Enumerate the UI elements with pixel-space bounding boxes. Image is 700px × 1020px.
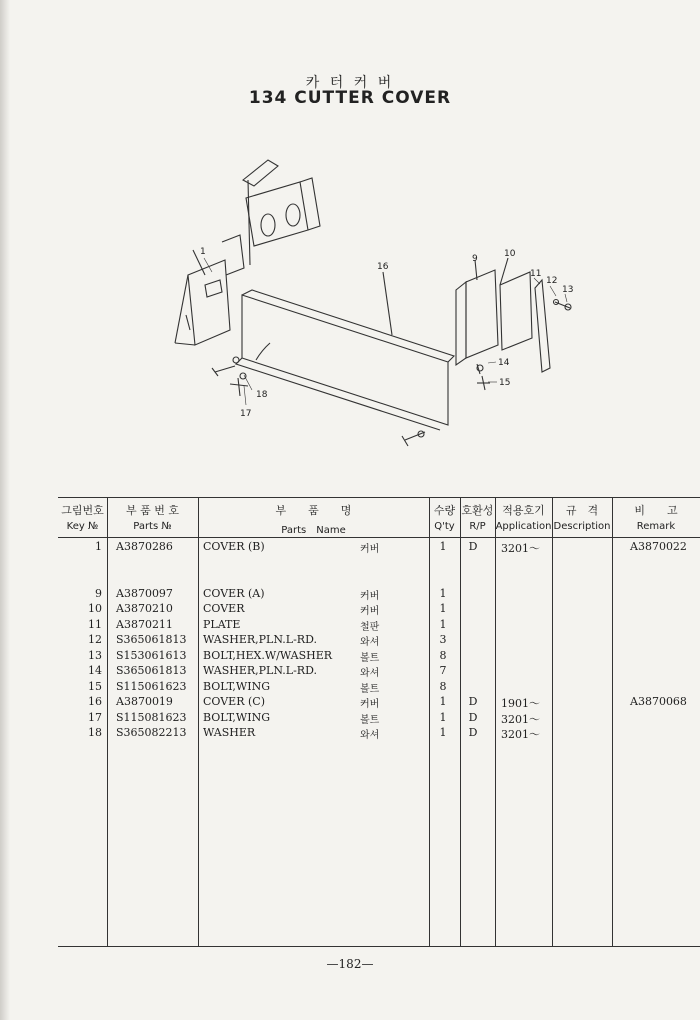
callout-9: 9 [472, 254, 478, 264]
row-part-name: PLATE [203, 617, 241, 631]
callout-14: 14 [498, 358, 510, 368]
row-remark: A3870022 [630, 540, 687, 553]
row-remark: A3870068 [630, 695, 687, 708]
row-part-name-ko: 와셔 [360, 730, 380, 741]
row-qty: 1 [439, 710, 447, 724]
row-key: 13 [88, 648, 102, 662]
side-cover-b-drawing [175, 250, 230, 345]
header-rp-ko: 호환성 [461, 504, 494, 517]
row-part-name: COVER (C) [203, 695, 265, 708]
row-part-number: S365082213 [116, 726, 187, 739]
upper-cover-drawing [222, 160, 320, 275]
row-qty: 1 [439, 726, 447, 739]
row-qty: 1 [439, 695, 447, 708]
row-qty: 8 [439, 648, 447, 662]
row-key: 1 [95, 540, 102, 553]
row-part-number: A3870211 [116, 617, 173, 631]
header-name-en: Parts Name [281, 525, 346, 536]
table-body [58, 539, 700, 741]
row-part-name: BOLT,WING [203, 710, 270, 724]
header-qty-ko: 수량 [433, 504, 456, 517]
row-part-number: S365061813 [116, 664, 187, 677]
header-qty-en: Q'ty [434, 521, 455, 532]
row-part-name-ko: 커버 [360, 699, 380, 710]
row-part-name: BOLT,HEX.W/WASHER [203, 648, 333, 662]
table-top-border [58, 497, 700, 498]
row-part-name: BOLT,WING [203, 679, 270, 693]
row-part-number: A3870097 [116, 586, 173, 600]
table-row [58, 617, 700, 633]
row-part-name: WASHER [203, 726, 256, 739]
row-part-number: S115081623 [116, 710, 187, 724]
row-part-number: A3870019 [116, 695, 173, 708]
header-key-ko: 그림번호 [61, 504, 104, 517]
row-part-name: COVER (B) [203, 540, 265, 553]
row-key: 14 [88, 664, 102, 677]
row-part-number: A3870210 [116, 602, 173, 615]
row-part-name: COVER [203, 602, 245, 615]
row-application: 3201～ [501, 728, 540, 741]
row-application: 3201～ [501, 542, 540, 555]
row-application: 1901～ [501, 697, 540, 710]
callout-11: 11 [530, 269, 542, 279]
header-rp-en: R/P [469, 521, 486, 532]
callout-10: 10 [504, 249, 516, 259]
table-row [58, 679, 700, 695]
row-qty: 7 [439, 664, 447, 677]
page-number: —182— [326, 957, 374, 971]
parts-table [58, 497, 700, 949]
table-row [58, 570, 700, 586]
row-part-name-ko: 볼트 [360, 652, 380, 664]
row-part-name: WASHER,PLN.L-RD. [203, 633, 317, 646]
row-part-name-ko: 볼트 [360, 714, 380, 726]
page-title: 134 CUTTER COVER [248, 88, 452, 108]
header-remark-ko: 비 고 [634, 504, 678, 517]
header-application-ko: 적용호기 [502, 504, 545, 517]
row-part-number: A3870286 [116, 540, 173, 553]
callout-18: 18 [256, 390, 268, 400]
bolts-and-washers-drawing [212, 300, 571, 447]
callout-17: 17 [240, 409, 252, 419]
row-rp: D [468, 695, 478, 708]
row-qty: 1 [439, 617, 447, 631]
header-description-ko: 규 격 [565, 504, 599, 517]
callout-13: 13 [562, 285, 574, 295]
table-row [58, 694, 700, 710]
table-row [58, 555, 700, 571]
row-part-name-ko: 와셔 [360, 668, 380, 679]
row-key: 15 [88, 679, 102, 693]
row-key: 17 [88, 710, 102, 724]
table-row [58, 539, 700, 555]
row-part-name-ko: 커버 [360, 544, 380, 555]
row-part-number: S153061613 [116, 648, 187, 662]
row-key: 18 [88, 726, 102, 739]
row-qty: 1 [439, 586, 447, 600]
header-name-ko: 부 품 명 [275, 504, 352, 517]
table-row [58, 648, 700, 664]
row-qty: 8 [439, 679, 447, 693]
table-row [58, 632, 700, 648]
long-cover-c-drawing [236, 272, 454, 430]
header-part-ko: 부 품 번 호 [126, 504, 179, 517]
row-key: 16 [88, 695, 102, 708]
table-row [58, 725, 700, 741]
row-rp: D [468, 726, 478, 739]
callout-15: 15 [499, 378, 511, 388]
row-rp: D [468, 710, 478, 724]
row-part-name: WASHER,PLN.L-RD. [203, 664, 317, 677]
row-qty: 1 [439, 540, 447, 553]
row-key: 12 [88, 633, 102, 646]
page-title-korean: 카 터 커 버 [305, 75, 395, 91]
row-part-name: COVER (A) [203, 586, 265, 600]
row-part-name-ko: 볼트 [360, 683, 380, 695]
table-row [58, 663, 700, 679]
row-key: 10 [88, 602, 102, 615]
header-key-en: Key № [66, 521, 99, 532]
table-row [58, 586, 700, 602]
table-bottom-border [58, 946, 700, 947]
row-qty: 1 [439, 602, 447, 615]
table-row [58, 601, 700, 617]
row-part-name-ko: 철판 [360, 621, 380, 633]
row-part-name-ko: 와셔 [360, 637, 380, 648]
table-header-divider [58, 537, 700, 538]
header-description-en: Description [553, 521, 611, 532]
callout-1: 1 [200, 247, 206, 257]
row-part-number: S115061623 [116, 679, 187, 693]
row-key: 9 [95, 586, 102, 600]
callout-16: 16 [377, 262, 389, 272]
table-row [58, 710, 700, 726]
header-application-en: Application [495, 521, 552, 532]
row-rp: D [468, 540, 478, 553]
header-remark-en: Remark [636, 521, 676, 532]
row-application: 3201～ [501, 712, 540, 726]
row-qty: 3 [439, 633, 447, 646]
row-part-name-ko: 커버 [360, 606, 380, 617]
row-part-name-ko: 커버 [360, 590, 380, 602]
callout-12: 12 [546, 276, 558, 286]
header-part-en: Parts № [133, 521, 172, 532]
row-part-number: S365061813 [116, 633, 187, 646]
exploded-parts-diagram [0, 140, 700, 460]
row-key: 11 [88, 617, 102, 631]
